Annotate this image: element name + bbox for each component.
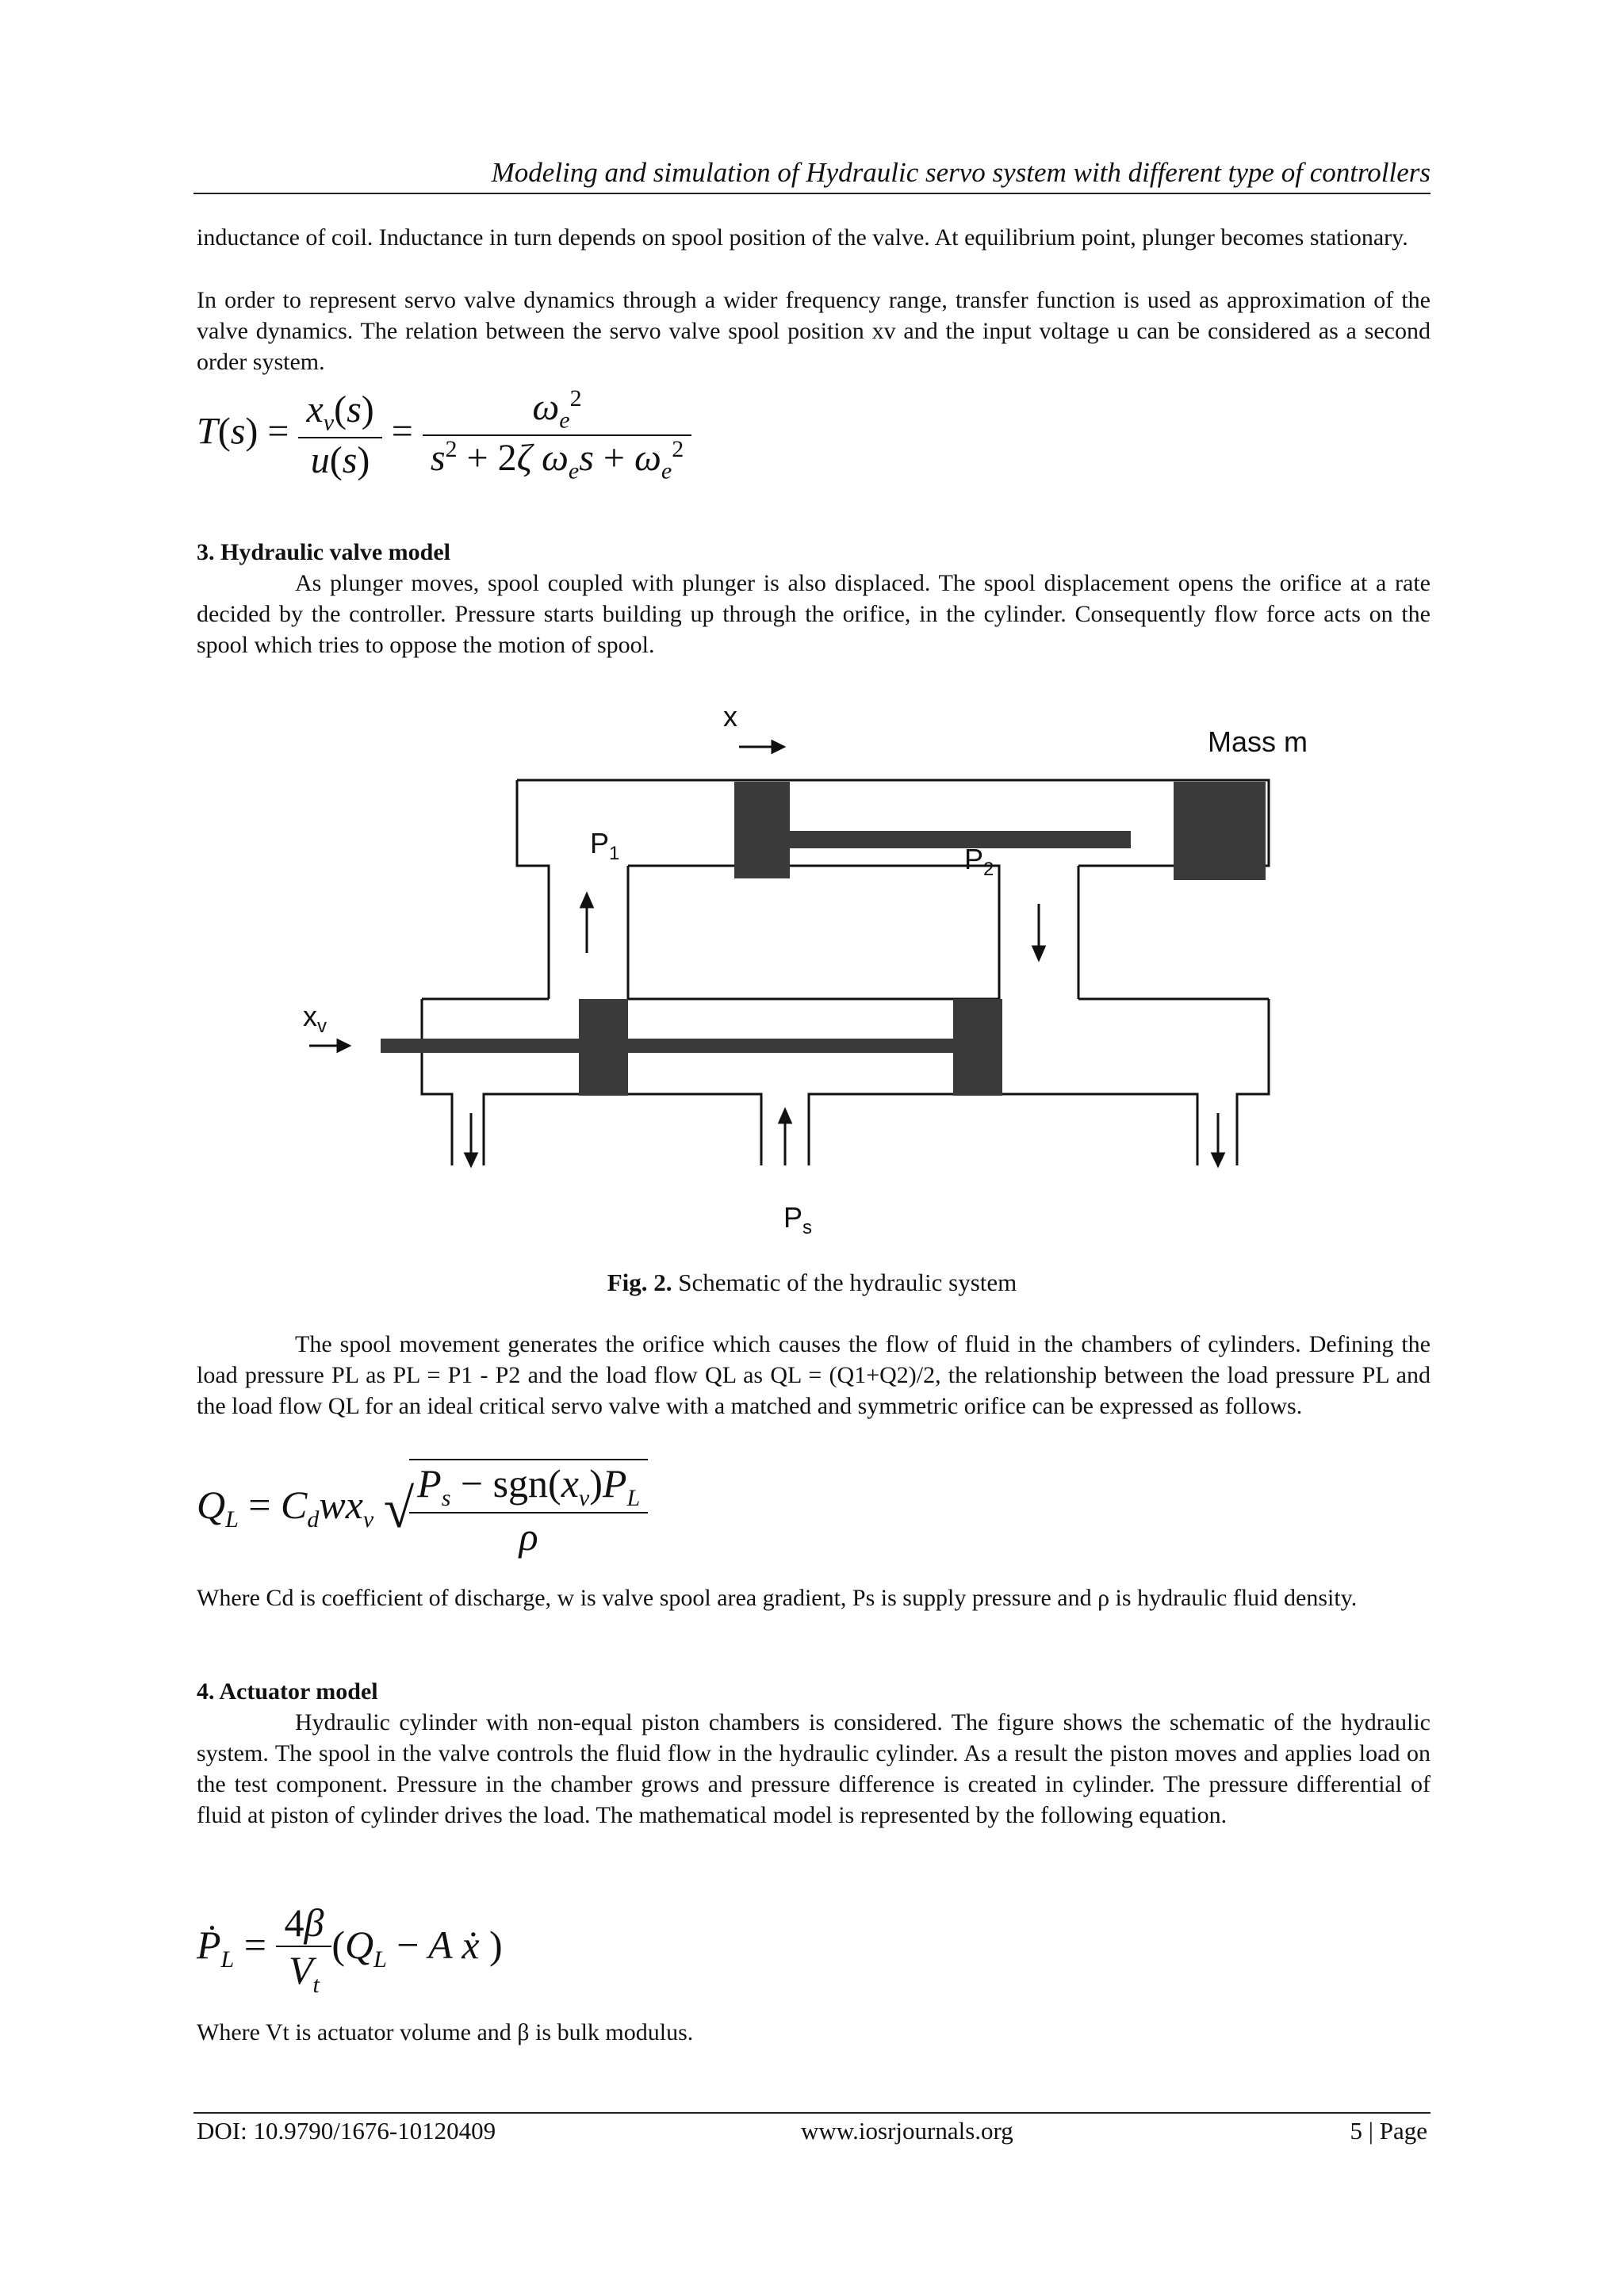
section-heading-valve-model: 3. Hydraulic valve model: [197, 539, 450, 565]
valve-right-end: [1237, 999, 1269, 1165]
drain-left-arrow-icon: [465, 1154, 477, 1165]
piston: [734, 782, 790, 878]
label-p2: P: [964, 843, 984, 875]
footer-page-number: 5 | Page: [1350, 2117, 1427, 2145]
running-header: Modeling and simulation of Hydraulic servo system with different type of controllers: [491, 157, 1431, 188]
label-p1-sub: 1: [609, 843, 620, 864]
flow-down-arrow-icon: [1033, 947, 1044, 959]
paragraph-transfer-function: In order to represent servo valve dynamics through a wider frequency range, transfer function is used as approximation of the valve dynamics. The relation between the servo valve spool position xv and the input voltage u can be considered as a second order system.: [197, 287, 1431, 375]
paragraph-actuator-model: Hydraulic cylinder with non-equal piston chambers is considered. The figure shows the schematic of the hydraulic system. The spool in the valve controls the fluid flow in the hydraulic cylinder. As a result the piston moves and applies load on the test component. Pressure in the chamber grows and pressure difference is created in cylinder. The pressure differential of fluid at piston of cylinder drives the load. The mathematical model is represented by the following equation.: [197, 1709, 1431, 1828]
cylinder-top-wall: [517, 780, 1269, 866]
equation-pressure-dynamics: Ṗ$_L$ = $\frac{4\beta}{V_t}$ ($Q_L - A$ ẋ ): [197, 1900, 503, 1998]
label-p1: P: [590, 827, 610, 859]
drain-right-arrow-icon: [1212, 1154, 1224, 1165]
equation-load-flow: $Q_L = C_dwx_v$ √ $\frac{P_s - sgn(x_v)P_L}{\rho}$: [197, 1459, 648, 1559]
cylinder-left-wall: [517, 780, 549, 999]
equation-transfer-function: T(s) = $\frac{x_v(s)}{u(s)}$ = $\frac{\omega_e^2}{s^2 + 2\zeta \omega_es + \omega_e^2}$: [197, 385, 691, 484]
caption-label: Fig. 2.: [607, 1269, 672, 1296]
paragraph-inductance: inductance of coil. Inductance in turn depends on spool position of the valve. At equilibrium point, plunger becomes stationary.: [197, 224, 1408, 251]
label-ps-sub: s: [802, 1217, 813, 1237]
paragraph-valve-model: As plunger moves, spool coupled with plunger is also displaced. The spool displacement opens the orifice at a rate decided by the controller. Pressure starts building up through the orifice, in the cylinder. Consequently flow force acts on the spool which tries to oppose the motion of spool.: [197, 570, 1431, 658]
supply-arrow-icon: [779, 1110, 791, 1123]
label-xv-sub: v: [317, 1016, 327, 1037]
paragraph-load-pressure: The spool movement generates the orifice which causes the flow of fluid in the chambers of cylinders. Defining the load pressure PL as PL = P1 - P2 and the load flow QL as QL = (Q1+Q2)/2, the relationship between the load pressure PL and the load flow QL for an ideal critical servo valve with a matched and symmetric orifice can be expressed as follows.: [197, 1331, 1431, 1419]
footer-site-link[interactable]: www.iosrjournals.org: [801, 2117, 1013, 2145]
paragraph-bulk-modulus: Where Vt is actuator volume and β is bulk modulus.: [197, 2019, 694, 2045]
label-p2-sub: 2: [983, 859, 994, 880]
piston-rod: [734, 831, 1131, 848]
svg-text:Ps: [783, 1201, 812, 1237]
header-rule: [193, 193, 1431, 194]
label-x: x: [723, 700, 737, 733]
flow-up-arrow-icon: [581, 894, 592, 907]
section-heading-actuator-model: 4. Actuator model: [197, 1678, 378, 1705]
caption-text: Schematic of the hydraulic system: [672, 1269, 1017, 1296]
hydraulic-schematic-figure: [285, 698, 1332, 1237]
xv-arrow-icon: [338, 1040, 349, 1051]
spool-land-right: [953, 999, 1002, 1096]
paragraph-discharge: Where Cd is coefficient of discharge, w is valve spool area gradient, Ps is supply pressure and ρ is hydraulic fluid density.: [197, 1585, 1358, 1611]
figure-caption: [0, 1267, 1624, 1299]
label-ps: P: [783, 1201, 803, 1234]
spool-land-left: [579, 999, 628, 1096]
svg-text:P2: [964, 843, 994, 880]
x-arrow-icon: [772, 741, 783, 752]
spool-rod: [381, 1039, 999, 1053]
label-xv: x: [303, 1000, 317, 1032]
label-mass: Mass m: [1208, 725, 1308, 758]
svg-text:P1: [590, 827, 619, 864]
footer-rule: [193, 2112, 1431, 2114]
svg-text:xv: [303, 1000, 327, 1037]
mass-block: [1174, 782, 1266, 880]
valve-left-end: [422, 999, 452, 1165]
footer-doi: DOI: 10.9790/1676-10120409: [197, 2117, 496, 2145]
